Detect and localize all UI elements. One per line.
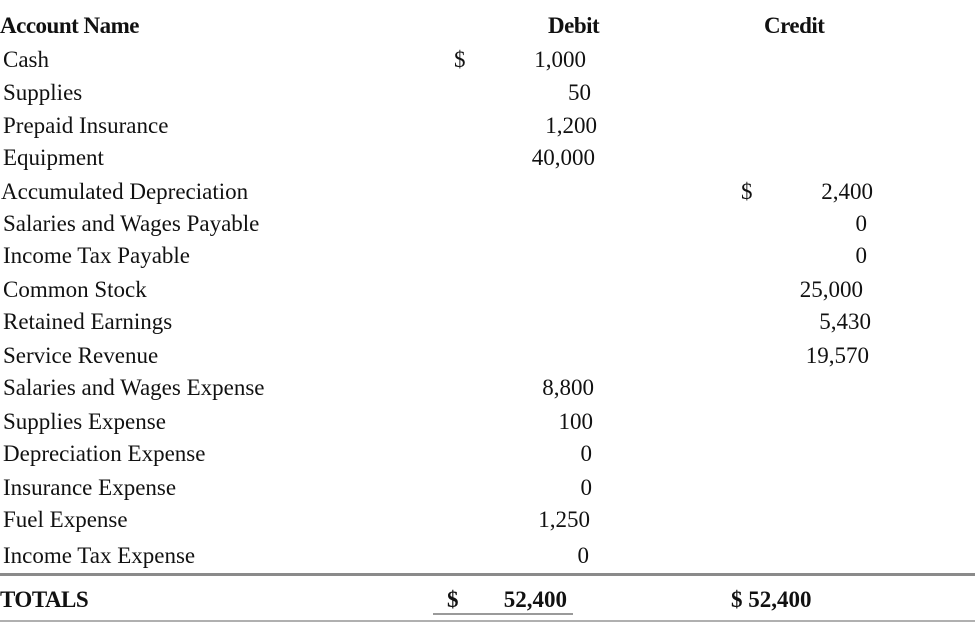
debit-value-supplies: 50 <box>568 80 591 105</box>
account-name-salaries-wages-payable: Salaries and Wages Payable <box>3 211 260 236</box>
debit-currency-symbol: $ <box>454 47 466 72</box>
account-name-depreciation-expense: Depreciation Expense <box>3 441 206 466</box>
debit-value-supplies-expense: 100 <box>558 409 593 434</box>
credit-value-retained-earnings: 5,430 <box>819 309 871 334</box>
totals-bottom-rule <box>0 620 975 622</box>
account-name-income-tax-payable: Income Tax Payable <box>3 243 191 268</box>
account-name-salaries-wages-expense: Salaries and Wages Expense <box>3 375 265 400</box>
credit-value-service-revenue: 19,570 <box>805 343 869 368</box>
totals-label: TOTALS <box>0 587 89 612</box>
account-name-service-revenue: Service Revenue <box>3 343 159 368</box>
account-name-income-tax-expense: Income Tax Expense <box>3 543 196 568</box>
account-name-fuel-expense: Fuel Expense <box>3 507 128 532</box>
header-account-name: Account Name <box>0 13 139 38</box>
credit-value-common-stock: 25,000 <box>799 277 863 302</box>
debit-value-salaries-wages-expense: 8,800 <box>542 375 594 400</box>
header-debit: Debit <box>548 13 600 38</box>
debit-value-fuel-expense: 1,250 <box>538 507 590 532</box>
account-name-cash: Cash <box>3 47 49 72</box>
totals-top-rule <box>0 573 975 576</box>
account-name-retained-earnings: Retained Earnings <box>3 309 173 334</box>
totals-credit-value: $ 52,400 <box>731 587 812 612</box>
account-name-equipment: Equipment <box>3 145 104 170</box>
account-name-common-stock: Common Stock <box>3 277 147 302</box>
debit-value-income-tax-expense: 0 <box>577 543 589 568</box>
account-name-supplies-expense: Supplies Expense <box>3 409 166 434</box>
credit-value-income-tax-payable: 0 <box>855 243 867 268</box>
debit-value-insurance-expense: 0 <box>580 475 592 500</box>
account-name-accumulated-depreciation: Accumulated Depreciation <box>1 179 249 204</box>
credit-value-accumulated-depreciation: 2,400 <box>821 179 873 204</box>
debit-value-prepaid-insurance: 1,200 <box>545 113 597 138</box>
header-credit: Credit <box>764 13 825 38</box>
debit-value-depreciation-expense: 0 <box>580 441 592 466</box>
credit-value-salaries-wages-payable: 0 <box>855 211 867 236</box>
credit-currency-symbol: $ <box>741 179 753 204</box>
account-name-prepaid-insurance: Prepaid Insurance <box>3 113 169 138</box>
account-name-insurance-expense: Insurance Expense <box>3 475 177 500</box>
totals-debit-underline <box>433 613 573 615</box>
debit-value-equipment: 40,000 <box>531 145 595 170</box>
account-name-supplies: Supplies <box>3 80 83 105</box>
debit-value-cash: 1,000 <box>534 47 586 72</box>
totals-debit-currency-symbol: $ <box>447 587 459 612</box>
totals-debit-value: 52,400 <box>503 587 567 612</box>
